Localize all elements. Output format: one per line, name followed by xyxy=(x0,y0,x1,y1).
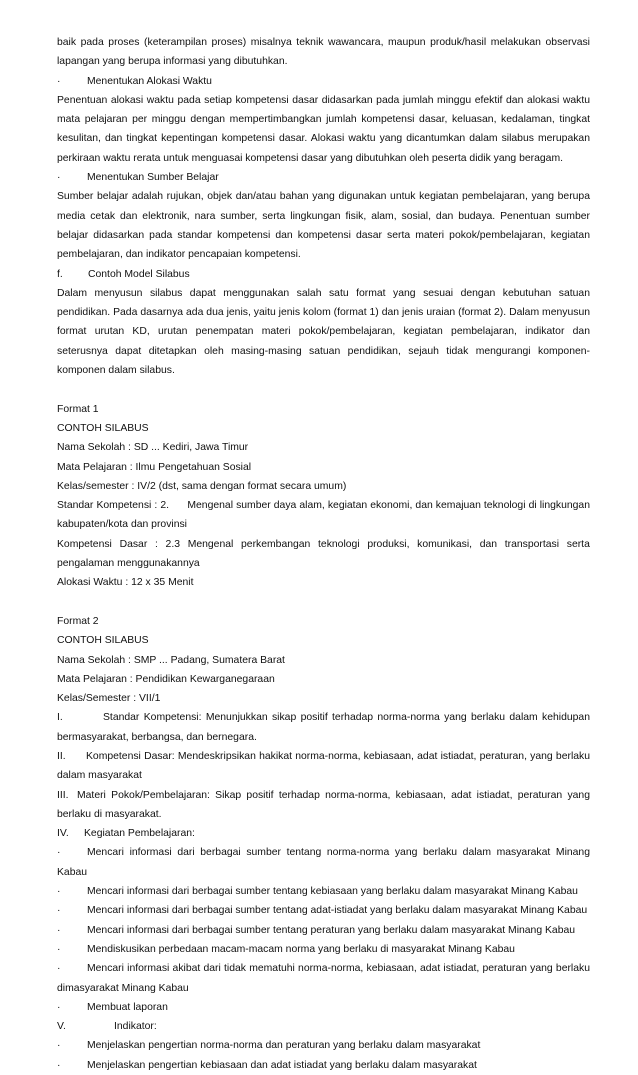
format2-sekolah: Nama Sekolah : SMP ... Padang, Sumatera Barat xyxy=(57,654,285,666)
bullet-marker: · xyxy=(57,75,61,87)
document-page xyxy=(57,33,590,1075)
format2-item-kompetensi-dasar: II. Kompetensi Dasar: Mendeskripsikan hakikat norma-norma, kebiasaan, adat istiadat, peraturan, yang berlaku dalam masyarakat xyxy=(57,750,590,782)
bullet-marker: · xyxy=(57,943,61,955)
format1-kompetensi-dasar: Kompetensi Dasar : 2.3 Mengenal perkembangan teknologi produksi, komunikasi, dan transportasi serta xyxy=(57,538,590,550)
list-item: · Mencari informasi dari berbagai sumber tentang peraturan yang berlaku dalam masyarakat Minang Kabau xyxy=(57,921,590,940)
list-item: · Membuat laporan xyxy=(57,998,590,1017)
section-marker: f. xyxy=(57,268,63,280)
format1-title: CONTOH SILABUS xyxy=(57,422,149,434)
list-item: · Mencari informasi dari berbagai sumber tentang norma-norma yang berlaku dalam masyarakat Minang Kabau xyxy=(57,843,590,882)
bullet-marker: · xyxy=(57,1040,61,1052)
bullet-marker: · xyxy=(57,905,61,917)
format2-kelas: Kelas/Semester : VII/1 xyxy=(57,693,161,705)
bullet-marker: · xyxy=(57,886,61,898)
format1-label: Format 1 xyxy=(57,403,99,415)
format2-item-standar-kompetensi: I. Standar Kompetensi: Menunjukkan sikap positif terhadap norma-norma yang berlaku dalam kehidupan bermasyarakat, berbangsa, dan bernegara. xyxy=(57,712,590,743)
format2-label: Format 2 xyxy=(57,615,99,627)
format1-standar-kompetensi: Standar Kompetensi : 2. Mengenal sumber daya alam, kegiatan ekonomi, dan kemajuan teknologi di lingkungan kabupaten/kota dan provinsi xyxy=(57,500,590,531)
alokasi-paragraph: Penentuan alokasi waktu pada setiap kompetensi dasar didasarkan pada jumlah minggu efektif dan alokasi waktu mata pelajaran per minggu dengan mempertimbangkan jumlah kompetensi dasar, keluasan, kedalaman, tingkat kesulitan, dan tingkat kepentingan kompetensi dasar. Alokasi waktu yang dicantumkan dalam silabus merupakan perkiraan waktu rerata untuk menguasai kompetensi dasar yang dibutuhkan oleh peserta didik yang beragam. xyxy=(57,94,590,164)
list-item: · Mencari informasi akibat dari tidak mematuhi norma-norma, kebiasaan, adat istiadat, peraturan yang berlaku dimasyarakat Minang Kabau xyxy=(57,959,590,998)
sumber-heading: · Menentukan Sumber Belajar xyxy=(57,168,590,187)
format1-sekolah: Nama Sekolah : SD ... Kediri, Jawa Timur xyxy=(57,442,249,454)
bullet-marker: · xyxy=(57,847,61,859)
format2-title: CONTOH SILABUS xyxy=(57,635,149,647)
sumber-paragraph: Sumber belajar adalah rujukan, objek dan/atau bahan yang digunakan untuk kegiatan pembelajaran, yang berupa media cetak dan elektronik, nara sumber, serta lingkungan fisik, alam, sosial, dan budaya. Penentuan sumber belajar didasarkan pada standar kompetensi dan kompetensi dasar serta materi pokok/pembelajaran, kegiatan pembelajaran, dan indikator pencapaian kompetensi. xyxy=(57,191,590,261)
spacer xyxy=(57,593,590,612)
format1-kompetensi-dasar-cont: pengalaman menggunakannya xyxy=(57,558,200,570)
alokasi-heading: · Menentukan Alokasi Waktu xyxy=(57,72,590,91)
format2-indikator-heading: V. Indikator: xyxy=(57,1021,157,1033)
bullet-marker: · xyxy=(57,1001,61,1013)
intro-paragraph: baik pada proses (keterampilan proses) misalnya teknik wawancara, maupun produk/hasil melakukan observasi lapangan yang berupa informasi yang dibutuhkan. xyxy=(57,37,590,68)
format1-kelas: Kelas/semester : IV/2 (dst, sama dengan format secara umum) xyxy=(57,480,347,492)
format2-item-materi-pokok: III. Materi Pokok/Pembelajaran: Sikap positif terhadap norma-norma, kebiasaan, adat istiadat, peraturan yang berlaku di masyarakat. xyxy=(57,789,590,820)
list-item: · Menjelaskan pengertian norma-norma dan peraturan yang berlaku dalam masyarakat xyxy=(57,1036,590,1055)
list-item: · Menjelaskan pengertian kebiasaan dan adat istiadat yang berlaku dalam masyarakat xyxy=(57,1056,590,1075)
format2-mapel: Mata Pelajaran : Pendidikan Kewarganegaraan xyxy=(57,673,275,685)
bullet-marker: · xyxy=(57,1059,61,1071)
format1-alokasi-waktu: Alokasi Waktu : 12 x 35 Menit xyxy=(57,577,194,589)
bullet-marker: · xyxy=(57,963,61,975)
format2-kegiatan-heading: IV. Kegiatan Pembelajaran: xyxy=(57,828,195,840)
spacer xyxy=(57,380,590,399)
list-item: · Mencari informasi dari berbagai sumber tentang kebiasaan yang berlaku dalam masyarakat Minang Kabau xyxy=(57,882,590,901)
contoh-paragraph: Dalam menyusun silabus dapat menggunakan salah satu format yang sesuai dengan kebutuhan satuan pendidikan. Pada dasarnya ada dua jenis, yaitu jenis kolom (format 1) dan jenis uraian (format 2). Dalam menyusun format urutan KD, urutan penempatan materi pokok/pembelajaran, kegiatan pembelajaran, indikator dan seterusnya dapat ditetapkan oleh masing-masing satuan pendidikan, sejauh tidak mengurangi komponen-komponen dalam silabus. xyxy=(57,287,590,377)
bullet-marker: · xyxy=(57,172,61,184)
bullet-marker: · xyxy=(57,924,61,936)
format1-mapel: Mata Pelajaran : Ilmu Pengetahuan Sosial xyxy=(57,461,252,473)
list-item: · Mencari informasi dari berbagai sumber tentang adat-istiadat yang berlaku dalam masyarakat Minang Kabau xyxy=(57,901,590,920)
contoh-heading: f. Contoh Model Silabus xyxy=(57,265,590,284)
list-item: · Mendiskusikan perbedaan macam-macam norma yang berlaku di masyarakat Minang Kabau xyxy=(57,940,590,959)
